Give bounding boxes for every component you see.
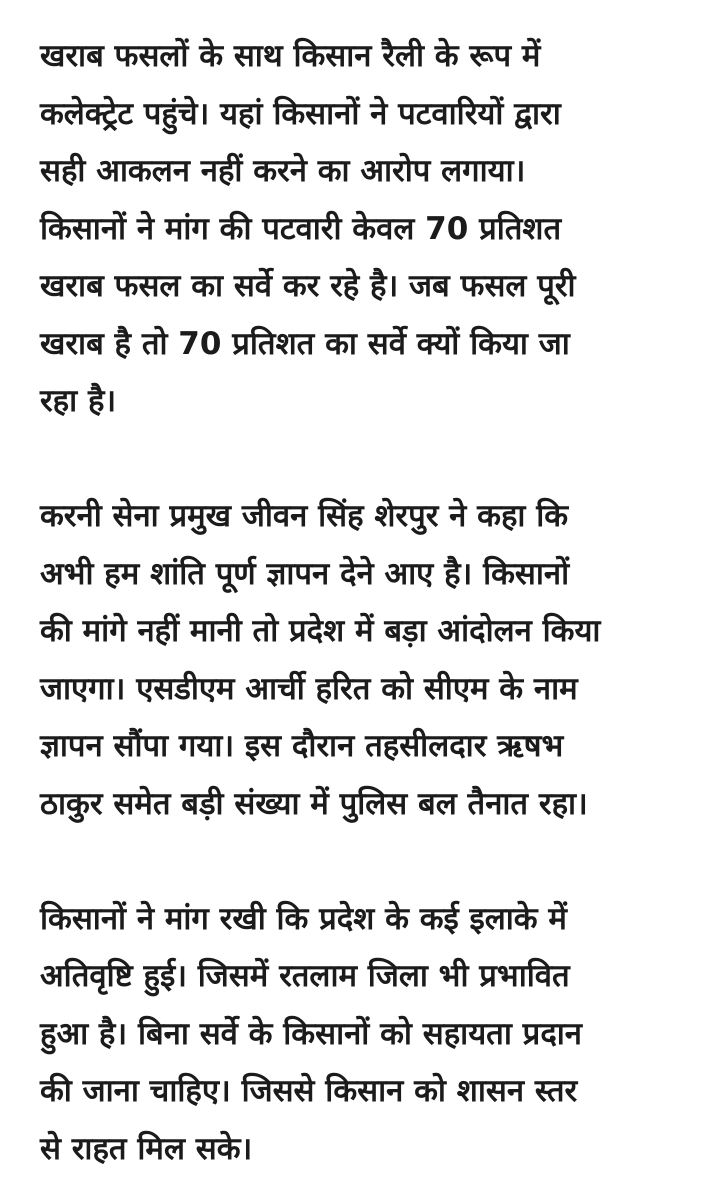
- paragraph-line: अभी हम शांति पूर्ण ज्ञापन देने आए है। किसानों: [40, 546, 690, 604]
- paragraph-line: से राहत मिल सके।: [40, 1121, 690, 1178]
- paragraph-line: रहा है।: [40, 373, 690, 431]
- paragraph-1: [40, 28, 690, 431]
- article-body: [40, 28, 690, 1178]
- paragraph-line: किसानों ने मांग रखी कि प्रदेश के कई इलाके में: [40, 891, 690, 949]
- paragraph-line: हुआ है। बिना सर्वे के किसानों को सहायता प्रदान: [40, 1006, 690, 1064]
- paragraph-line: ठाकुर समेत बड़ी संख्या में पुलिस बल तैनात रहा।: [40, 776, 690, 834]
- paragraph-line: सही आकलन नहीं करने का आरोप लगाया।: [40, 143, 690, 201]
- paragraph-line: जाएगा। एसडीएम आर्ची हरित को सीएम के नाम: [40, 661, 690, 719]
- paragraph-line: करनी सेना प्रमुख जीवन सिंह शेरपुर ने कहा कि: [40, 488, 690, 546]
- paragraph-line: की जाना चाहिए। जिससे किसान को शासन स्तर: [40, 1063, 690, 1121]
- paragraph-line: किसानों ने मांग की पटवारी केवल 70 प्रतिशत: [40, 201, 690, 259]
- paragraph-2: [40, 488, 690, 833]
- paragraph-line: खराब है तो 70 प्रतिशत का सर्वे क्यों किया जा: [40, 316, 690, 374]
- paragraph-line: कलेक्ट्रेट पहुंचे। यहां किसानों ने पटवारियों द्वारा: [40, 86, 690, 144]
- paragraph-3: [40, 891, 690, 1178]
- paragraph-line: अतिवृष्टि हुई। जिसमें रतलाम जिला भी प्रभावित: [40, 948, 690, 1006]
- paragraph-line: की मांगे नहीं मानी तो प्रदेश में बड़ा आंदोलन किया: [40, 603, 690, 661]
- paragraph-line: ज्ञापन सौंपा गया। इस दौरान तहसीलदार ऋषभ: [40, 718, 690, 776]
- paragraph-line: खराब फसलों के साथ किसान रैली के रूप में: [40, 28, 690, 86]
- paragraph-line: खराब फसल का सर्वे कर रहे है। जब फसल पूरी: [40, 258, 690, 316]
